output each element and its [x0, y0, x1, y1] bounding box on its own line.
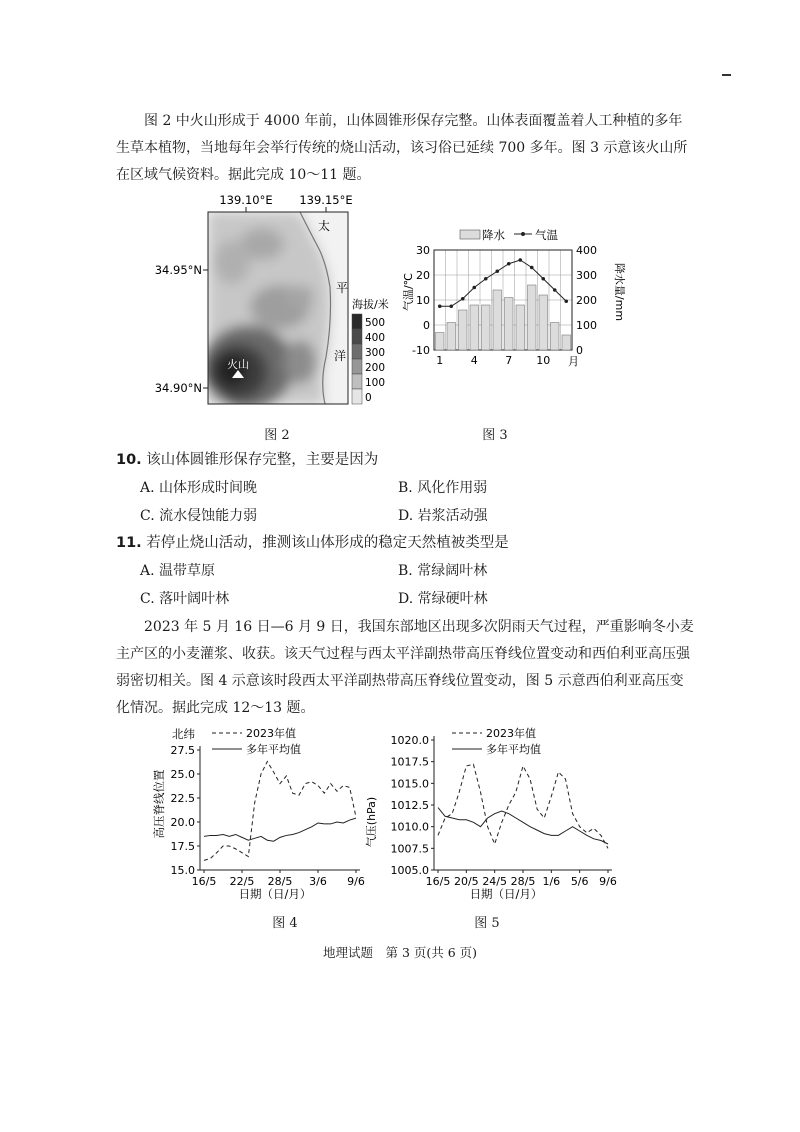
fig4-y-tick-label: 22.5 — [170, 792, 195, 805]
fig5-x-tick-label: 28/5 — [510, 875, 536, 888]
elevation-legend-title: 海拔/米 — [352, 298, 389, 311]
figure-5-pressure-chart — [362, 722, 620, 902]
fig4-y-tick-label: 15.0 — [170, 864, 195, 877]
figure-4-ridge-line-chart — [150, 722, 375, 902]
temp-point — [472, 286, 476, 290]
fig5-y-tick-label: 1015.0 — [390, 777, 429, 791]
fig4-y-tick-label: 27.5 — [170, 744, 195, 757]
question-11-stem: 若停止烧山活动，推测该山体形成的稳定天然植被类型是 — [146, 535, 509, 551]
month-tick-label: 10 — [536, 354, 551, 367]
temp-point — [507, 262, 511, 266]
q11-option-a[interactable]: A. 温带草原 — [140, 563, 216, 579]
intro-paragraph-1: 图 2 中火山形成于 4000 年前，山体圆锥形保存完整。山体表面覆盖着人工种植的多年生草本植物，当地每年会举行传统的烧山活动，该习俗已延续 700 多年。图 3 示意该火山所在区域气候资料。据此完成 10～11 题。 — [116, 113, 688, 183]
temp-point — [495, 269, 499, 273]
figure-2-caption: 图 2 — [264, 428, 290, 443]
legend-swatch-0 — [352, 389, 362, 404]
precip-tick-label: 0 — [576, 344, 583, 357]
temp-axis-title: 气温/℃ — [402, 272, 415, 312]
corner-mark — [722, 74, 731, 76]
month-tick-label: 1 — [436, 354, 444, 367]
fig4-series-average-line — [204, 818, 356, 841]
precip-bar — [516, 305, 525, 350]
temp-tick-label: 30 — [416, 244, 430, 257]
fig4-ylabel-top: 北纬 — [172, 727, 195, 741]
legend-tick-300: 300 — [365, 347, 386, 359]
sea-label-char-2: 平 — [336, 281, 349, 295]
volcano-label: 火山 — [227, 358, 249, 371]
q11-option-b[interactable]: B. 常绿阔叶林 — [398, 563, 488, 579]
question-10-stem: 该山体圆锥形保存完整，主要是因为 — [146, 452, 379, 468]
precip-bar — [447, 323, 456, 351]
temp-point — [484, 277, 488, 281]
legend-swatch-300 — [352, 344, 362, 359]
precip-bar — [470, 305, 479, 350]
fig4-legend-2023: 2023年值 — [246, 727, 296, 740]
precip-bar — [505, 298, 514, 351]
precip-bar — [539, 295, 548, 350]
fig4-x-tick-label: 16/5 — [191, 875, 217, 888]
q10-option-d[interactable]: D. 岩浆活动强 — [398, 508, 488, 524]
page-footer: 地理试题 第 3 页(共 6 页) — [322, 945, 478, 960]
fig5-x-tick-label: 5/6 — [570, 875, 589, 888]
precip-bar — [528, 285, 537, 350]
fig4-x-tick-label: 28/5 — [267, 875, 293, 888]
precip-bar — [459, 310, 468, 350]
legend-tick-100: 100 — [365, 377, 386, 389]
sea-label-char-3: 洋 — [334, 349, 347, 363]
figure-2-terrain-map — [150, 192, 390, 412]
fig5-x-tick-label: 9/6 — [599, 875, 617, 888]
temp-point — [541, 277, 545, 281]
temp-legend-label: 气温 — [535, 228, 558, 242]
fig5-x-tick-label: 24/5 — [482, 875, 508, 888]
precip-tick-label: 100 — [576, 319, 597, 332]
precip-tick-label: 200 — [576, 294, 597, 307]
fig5-y-tick-label: 1012.5 — [390, 799, 429, 812]
fig5-legend-avg: 多年平均值 — [486, 743, 541, 756]
fig5-xlabel: 日期（日/月） — [469, 887, 543, 901]
legend-swatch-100 — [352, 374, 362, 389]
fig4-y-tick-label: 17.5 — [170, 840, 195, 853]
precip-legend-label: 降水 — [482, 228, 505, 242]
month-tick-label: 4 — [470, 354, 478, 367]
month-tick-label: 7 — [505, 354, 513, 367]
lat-label-1: 34.95°N — [154, 263, 202, 277]
figure-3-caption: 图 3 — [482, 428, 508, 443]
precip-bar — [551, 323, 560, 351]
legend-tick-0: 0 — [365, 392, 372, 404]
fig5-y-tick-label: 1005.0 — [390, 864, 429, 877]
precip-bar — [482, 305, 491, 350]
fig4-xlabel: 日期（日/月） — [238, 887, 312, 901]
temp-tick-label: -10 — [412, 344, 430, 357]
figure-5-caption: 图 5 — [474, 916, 500, 931]
fig5-y-tick-label: 1010.0 — [390, 820, 429, 834]
sea-label-char-1: 太 — [318, 219, 331, 233]
temp-point — [530, 266, 534, 270]
fig4-x-tick-label: 22/5 — [229, 875, 255, 888]
lat-label-2: 34.90°N — [154, 381, 202, 395]
fig5-x-tick-label: 20/5 — [453, 875, 479, 888]
fig5-series-2023-line — [438, 764, 608, 848]
q10-option-a[interactable]: A. 山体形成时间晚 — [140, 480, 258, 496]
month-unit-label: 月 — [568, 355, 579, 368]
fig5-y-tick-label: 1007.5 — [390, 842, 429, 856]
fig4-legend-avg: 多年平均值 — [246, 743, 301, 756]
legend-tick-400: 400 — [365, 332, 386, 344]
temp-point — [449, 304, 453, 308]
temp-point — [461, 297, 465, 301]
q10-option-c[interactable]: C. 流水侵蚀能力弱 — [140, 508, 258, 524]
question-10 — [116, 449, 696, 471]
intro-paragraph-2: 2023 年 5 月 16 日—6 月 9 日，我国东部地区出现多次阴雨天气过程，严重影响冬小麦主产区的小麦灌浆、收获。该天气过程与西太平洋副热带高压脊线位置变动和西伯利亚高压强弱密切相关。图 4 示意该时段西太平洋副热带高压脊线位置变动，图 5 示意西伯利亚高压变化情况。据此完成 12～13 题。 — [116, 619, 694, 716]
q11-option-c[interactable]: C. 落叶阔叶林 — [140, 591, 230, 607]
fig5-series-average-line — [438, 808, 608, 844]
precip-legend-swatch — [460, 230, 480, 239]
fig4-x-tick-label: 3/6 — [309, 875, 327, 888]
precip-axis-title: 降水量/mm — [613, 262, 626, 322]
temp-point — [518, 258, 522, 262]
question-11 — [116, 532, 696, 554]
fig5-y-tick-label: 1020.0 — [390, 734, 429, 747]
question-11-number: 11. — [116, 535, 142, 551]
fig4-ylabel: 高压脊线位置 — [152, 769, 166, 839]
temp-tick-label: 10 — [416, 294, 430, 307]
legend-tick-500: 500 — [365, 317, 386, 329]
fig5-x-tick-label: 16/5 — [425, 875, 451, 888]
fig5-legend-2023: 2023年值 — [486, 727, 536, 740]
precip-bar — [493, 290, 502, 350]
question-10-number: 10. — [116, 452, 142, 468]
fig5-x-tick-label: 1/6 — [542, 875, 561, 888]
precip-bar — [562, 335, 571, 350]
precip-bar — [436, 333, 445, 351]
temp-legend-marker — [521, 232, 525, 236]
fig4-series-2023-line — [204, 762, 356, 861]
fig4-y-tick-label: 20.0 — [170, 816, 195, 829]
figure-3-climate-chart — [398, 222, 628, 372]
fig5-y-tick-label: 1017.5 — [390, 755, 429, 769]
fig4-y-tick-label: 25.0 — [170, 768, 195, 781]
legend-tick-200: 200 — [365, 362, 386, 374]
temp-point — [438, 304, 442, 308]
temp-point — [553, 288, 557, 292]
temp-tick-label: 20 — [416, 269, 430, 282]
figure-4-caption: 图 4 — [272, 916, 298, 931]
legend-swatch-400 — [352, 329, 362, 344]
lon-label-1: 139.10°E — [219, 193, 273, 207]
precip-tick-label: 300 — [576, 269, 597, 282]
legend-swatch-500 — [352, 314, 362, 329]
fig5-ylabel: 气压(hPa) — [365, 796, 378, 848]
lon-label-2: 139.15°E — [299, 193, 353, 207]
fig4-x-tick-label: 9/6 — [347, 875, 365, 888]
temp-tick-label: 0 — [423, 319, 430, 332]
legend-swatch-200 — [352, 359, 362, 374]
q11-option-d[interactable]: D. 常绿硬叶林 — [398, 591, 488, 607]
temp-point — [564, 299, 568, 303]
q10-option-b[interactable]: B. 风化作用弱 — [398, 480, 488, 496]
precip-tick-label: 400 — [576, 244, 597, 257]
